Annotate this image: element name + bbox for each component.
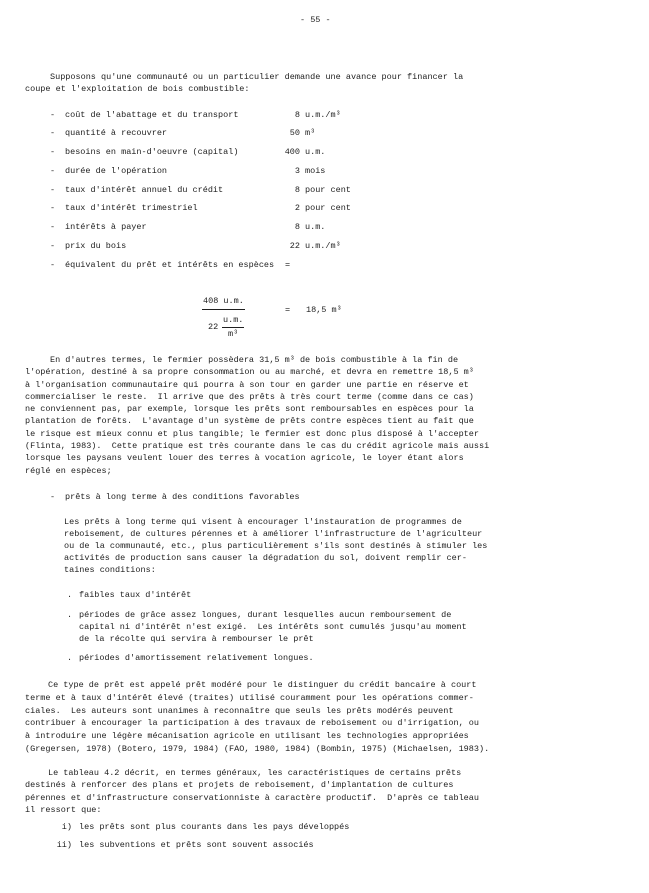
paragraph-line: (Flinta, 1983). Cette pratique est très courante dans le cas du crédit agricole mais aussi: [25, 441, 490, 452]
formula-denominator-unit-top: u.m.: [223, 315, 244, 325]
parameter-value: 50: [289, 128, 300, 138]
parameter-label: intérêts à payer: [65, 222, 147, 232]
paragraph: [25, 767, 479, 816]
formula-denominator-unit-bottom: m³: [228, 329, 239, 339]
parameter-unit: m³: [305, 128, 316, 138]
paragraph-line: ciales. Les auteurs sont unanimes à reconnaître que seuls les prêts modérés peuvent: [25, 705, 454, 716]
paragraph-line: (Gregersen, 1978) (Botero, 1979, 1984) (FAO, 1980, 1984) (Bombin, 1975) (Michaelsen, 1983).: [25, 743, 490, 754]
paragraph-line: destinés à renforcer des plans et projets de reboisement, d'implantation de cultures: [25, 780, 454, 791]
parameter-label: taux d'intérêt annuel du crédit: [65, 185, 224, 195]
paragraph-line: ou de la communauté, etc., plus particulièrement s'ils sont destinés à stimuler les: [64, 540, 488, 551]
paragraph-line: reboisement, de cultures pérennes et à améliorer l'infrastructure de l'agriculteur: [64, 528, 483, 539]
condition-line: de la récolte qui servira à rembourser le prêt: [79, 634, 314, 644]
bullet-dash: -: [50, 147, 56, 157]
bullet-dash: -: [50, 222, 56, 232]
parameter-value: 8: [294, 222, 300, 232]
parameter-label: prix du bois: [65, 241, 127, 251]
parameter-unit: mois: [305, 166, 326, 176]
parameter-label: coût de l'abattage et du transport: [65, 110, 239, 120]
parameter-label: quantité à recouvrer: [65, 128, 168, 138]
fraction-bar: [202, 309, 245, 310]
paragraph-line: l'opération, destiné à sa propre consommation ou au marché, et devra en remettre 18,5 m³: [25, 367, 474, 378]
condition-item: périodes d'amortissement relativement longues.: [79, 653, 314, 663]
finding-text: les prêts sont plus courants dans les pays développés: [79, 822, 350, 832]
page-number: - 55 -: [300, 15, 331, 25]
paragraph-line: taines conditions:: [64, 564, 156, 575]
paragraph-line: Les prêts à long terme qui visent à encourager l'instauration de programmes de: [64, 517, 462, 527]
formula-result: 18,5 m³: [306, 305, 342, 315]
parameter-unit: pour cent: [305, 203, 351, 213]
bullet-dot: .: [67, 590, 73, 600]
paragraph-line: commercialiser le reste. Il arrive que des prêts à très court terme (comme dans ce cas): [25, 391, 474, 402]
bullet-dot: .: [67, 653, 73, 663]
parameter-value: 22: [289, 241, 300, 251]
paragraph-line: Le tableau 4.2 décrit, en termes généraux, les caractéristiques de certains prêts: [48, 768, 462, 778]
finding-marker: i): [61, 822, 72, 832]
intro-line: Supposons qu'une communauté ou un particulier demande une avance pour financer la: [50, 72, 464, 82]
paragraph-line: le risque est mieux connu et plus tangible; le fermier est donc plus disposé à l'accepter: [25, 428, 479, 439]
parameter-unit: u.m.: [305, 147, 326, 157]
paragraph-line: activités de production sans causer la dégradation du sol, doivent remplir cer-: [64, 552, 467, 563]
bullet-dot: .: [67, 610, 73, 620]
paragraph: [25, 679, 489, 756]
condition-item: faibles taux d'intérêt: [79, 590, 192, 600]
parameter-value: 400: [284, 147, 300, 157]
bullet-dash: -: [50, 166, 56, 176]
list-item-heading: prêts à long terme à des conditions favorables: [65, 492, 300, 502]
finding-marker: ii): [56, 840, 72, 850]
parameter-label: taux d'intérêt trimestriel: [65, 203, 198, 213]
parameter-unit: u.m./m³: [305, 110, 341, 120]
paragraph-line: contribuer à encourager la participation à des travaux de reboisement ou d'irrigation, ou: [25, 718, 479, 729]
indented-paragraph: [64, 517, 487, 576]
parameter-value: 8: [294, 185, 300, 195]
paragraph-line: réglé en espèces;: [25, 465, 112, 476]
paragraph-line: à l'organisation communautaire qui pourra à son tour en garder une partie en réserve et: [25, 379, 469, 390]
parameter-label: besoins en main-d'oeuvre (capital): [65, 147, 239, 157]
parameter-label: équivalent du prêt et intérêts en espèces: [65, 260, 275, 270]
formula-equals: =: [285, 305, 291, 315]
paragraph-line: à introduire une légère mécanisation agricole en utilisant les technologies appropriées: [25, 731, 469, 742]
parameter-value: =: [285, 260, 291, 270]
bullet-dash: -: [50, 185, 56, 195]
formula-numerator: 408 u.m.: [203, 296, 244, 306]
parameter-label: durée de l'opération: [65, 166, 168, 176]
condition-line: périodes de grâce assez longues, durant lesquelles aucun remboursement de: [79, 610, 452, 620]
finding-text: les subventions et prêts sont souvent associés: [79, 840, 314, 850]
paragraph-line: pérennes et d'infrastructure conservationniste à caractère productif. D'après ce tableau: [25, 792, 479, 803]
bullet-dash: -: [50, 260, 56, 270]
parameter-unit: u.m.: [305, 222, 326, 232]
paragraph-line: terme et à taux d'intérêt élevé (traites) utilisé couramment pour les opérations commer-: [25, 692, 474, 703]
paragraph: [25, 354, 489, 477]
paragraph-line: il ressort que:: [25, 804, 102, 815]
condition-line: capital ni d'intérêt n'est exigé. Les intérêts sont cumulés jusqu'au moment: [79, 622, 467, 632]
bullet-dash: -: [50, 110, 56, 120]
formula-denominator-number: 22: [208, 322, 219, 332]
parameter-value: 8: [294, 110, 300, 120]
parameter-value: 2: [294, 203, 300, 213]
paragraph-line: En d'autres termes, le fermier possèdera 31,5 m³ de bois combustible à la fin de: [50, 355, 459, 365]
paragraph-line: Ce type de prêt est appelé prêt modéré pour le distinguer du crédit bancaire à court: [48, 680, 477, 690]
parameter-unit: u.m./m³: [305, 241, 341, 251]
intro-line: coupe et l'exploitation de bois combustible:: [25, 84, 250, 94]
paragraph-line: lorsque les paysans veulent louer des terres à vocation agricole, le loyer étant alors: [25, 453, 464, 464]
paragraph-line: ne conviennent pas, par exemple, lorsque les prêts sont remboursables en espèces pour la: [25, 404, 474, 415]
parameter-value: 3: [294, 166, 300, 176]
parameter-unit: pour cent: [305, 185, 351, 195]
bullet-dash: -: [50, 241, 56, 251]
paragraph-line: plantation de forêts. L'avantage d'un système de prêts contre espèces tient au fait que: [25, 416, 474, 427]
bullet-dash: -: [50, 128, 56, 138]
condition-item: [79, 609, 467, 645]
bullet-dash: -: [50, 203, 56, 213]
bullet-dash: -: [50, 492, 56, 502]
